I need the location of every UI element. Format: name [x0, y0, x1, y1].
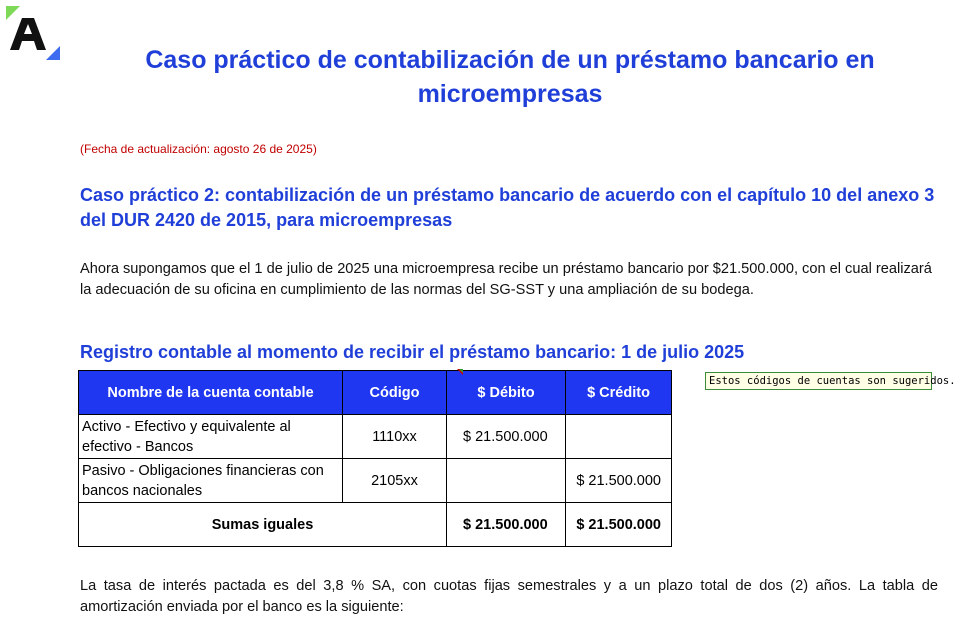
accounting-entry-table	[78, 370, 672, 547]
cell-code: 1110xx	[343, 415, 447, 459]
intro-paragraph: Ahora supongamos que el 1 de julio de 2025 una microempresa recibe un préstamo bancario por $21.500.000, con el cual realizará la adecuación de su oficina en cumplimiento de las normas del SG-SST y una ampliación de su bodega.	[80, 261, 932, 298]
header-debit: $ Débito	[447, 371, 566, 415]
cell-debit: $ 21.500.000	[447, 415, 566, 459]
header-account-name: Nombre de la cuenta contable	[79, 371, 343, 415]
table-header-row	[79, 371, 672, 415]
actualicese-logo-icon	[6, 6, 60, 60]
cell-credit: $ 21.500.000	[566, 459, 672, 503]
totals-debit: $ 21.500.000	[447, 503, 566, 547]
header-credit: $ Crédito	[566, 371, 672, 415]
table-row	[79, 415, 672, 459]
cell-account-name: Activo - Efectivo y equivalente al efectivo - Bancos	[79, 415, 343, 459]
update-date: (Fecha de actualización: agosto 26 de 2025)	[80, 142, 317, 156]
cell-code: 2105xx	[343, 459, 447, 503]
comment-indicator-icon[interactable]	[457, 369, 463, 375]
header-code: Código	[343, 371, 447, 415]
interest-paragraph: La tasa de interés pactada es del 3,8 % SA, con cuotas fijas semestrales y a un plazo total de dos (2) años. La tabla de amortización enviada por el banco es la siguiente:	[80, 578, 938, 615]
table-row	[79, 459, 672, 503]
section-title: Registro contable al momento de recibir el préstamo bancario: 1 de julio 2025	[80, 342, 745, 362]
case-subtitle: Caso práctico 2: contabilización de un préstamo bancario de acuerdo con el capítulo 10 del anexo 3 del DUR 2420 de 2015, para microempresas	[80, 185, 935, 230]
page-title: Caso práctico de contabilización de un préstamo bancario en microempresas	[145, 46, 875, 108]
totals-credit: $ 21.500.000	[566, 503, 672, 547]
cell-credit	[566, 415, 672, 459]
totals-row	[79, 503, 672, 547]
totals-label: Sumas iguales	[79, 503, 447, 547]
cell-account-name: Pasivo - Obligaciones financieras con bancos nacionales	[79, 459, 343, 503]
comment-note: Estos códigos de cuentas son sugeridos.	[705, 372, 932, 390]
cell-debit	[447, 459, 566, 503]
